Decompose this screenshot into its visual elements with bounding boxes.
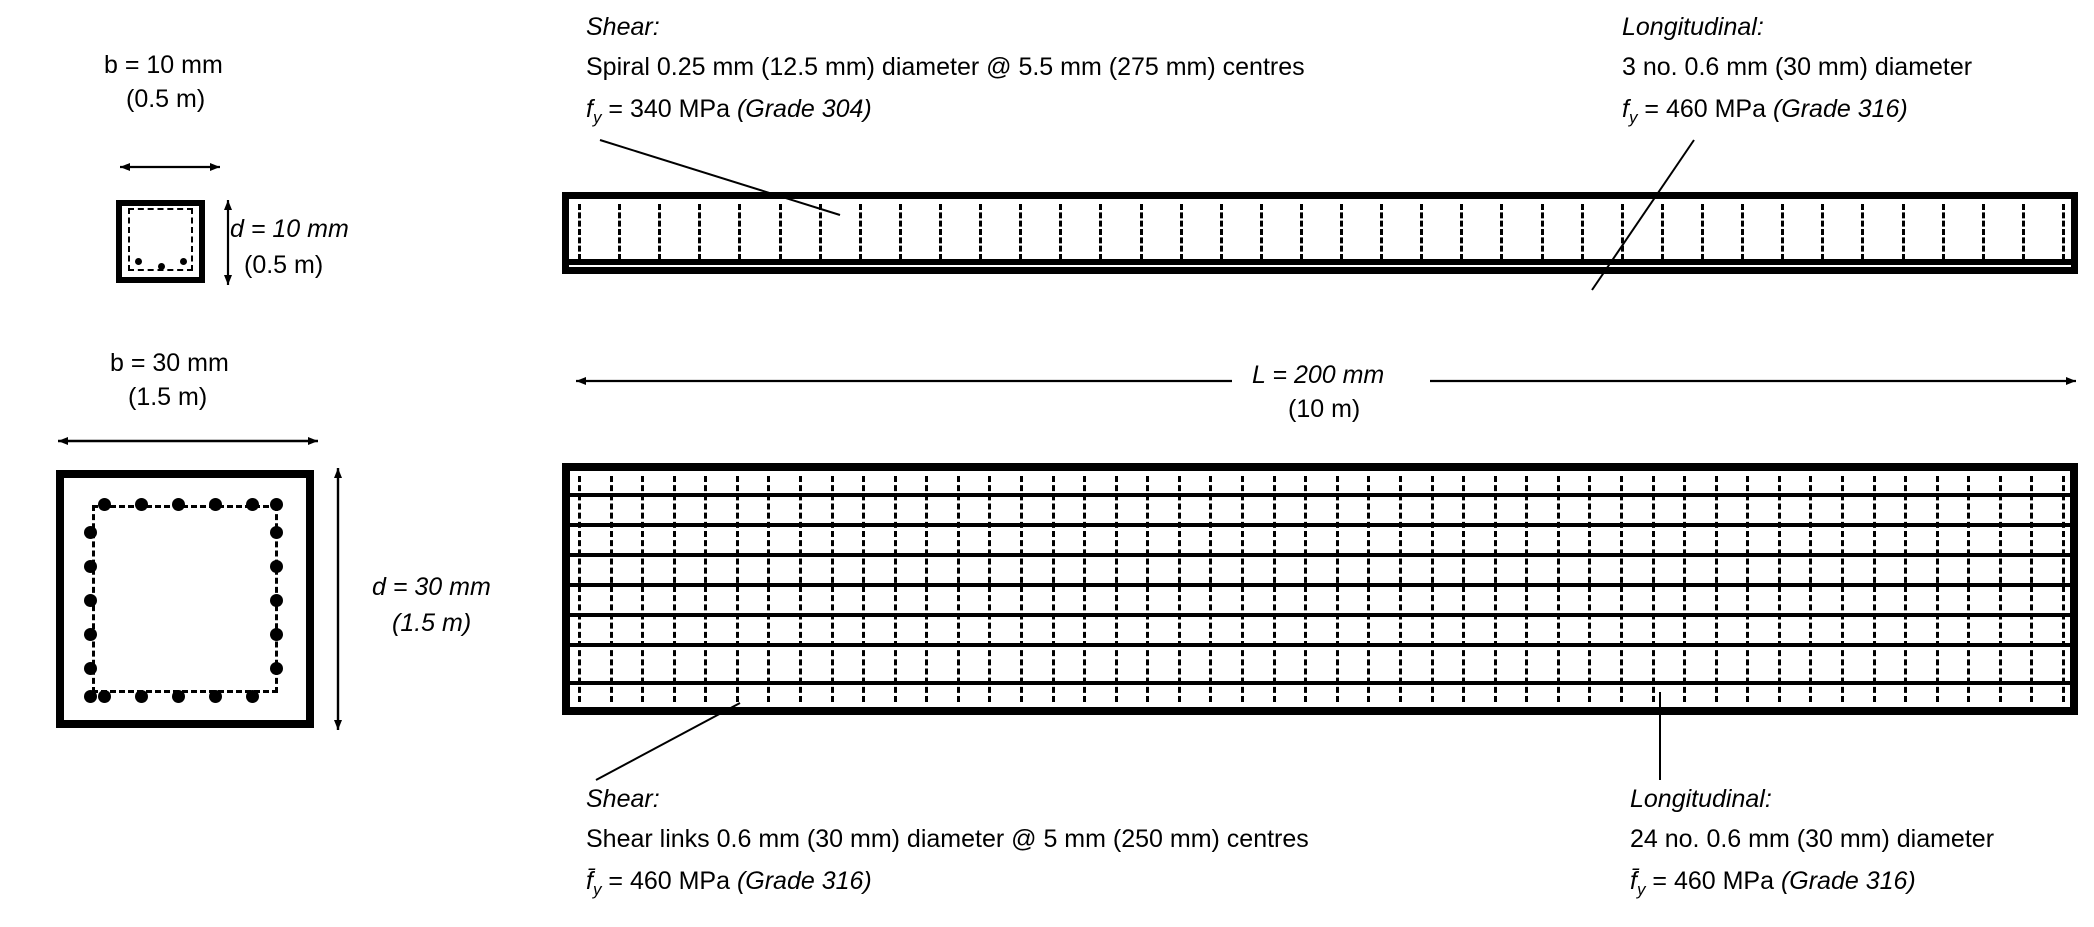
big-beam-shear-link [1809,476,1812,702]
small-cross-section-outline [116,200,205,283]
small-beam-shear-link [1099,204,1102,260]
big-beam-shear-fy-value: = 460 MPa [601,867,737,895]
big-section-rebar-dot [270,526,283,539]
small-beam-shear-spec: Spiral 0.25 mm (12.5 mm) diameter @ 5.5 mm (275 mm) centres [586,53,1305,81]
big-beam-longitudinal-bar [570,643,2070,647]
big-beam-shear-link [1683,476,1686,702]
big-section-rebar-dot [172,690,185,703]
big-beam-longitudinal-bar [570,583,2070,587]
big-beam-longitudinal-strength [1630,864,1916,907]
small-beam-shear-grade: (Grade 304) [736,95,872,123]
small-beam-shear-fy-subscript: y [592,108,602,127]
big-beam-shear-strength [586,864,872,907]
big-beam-shear-heading: Shear: [586,785,660,813]
small-beam-shear-link [1140,204,1143,260]
big-beam-shear-link [1273,476,1276,702]
small-section-depth-label-text: d = 10 mm [230,215,349,243]
big-beam-shear-link [610,476,613,702]
small-beam-shear-link [1942,204,1945,260]
big-section-width-label-line2: (1.5 m) [128,383,208,411]
small-beam-long-fy-symbol: f [1622,95,1629,123]
big-section-rebar-dot [270,628,283,641]
span-length-label-line1 [1252,358,1384,392]
big-beam-shear-link [1304,476,1307,702]
big-beam-shear-link [1020,476,1023,702]
small-beam-shear-fy-value: = 340 MPa [601,95,737,123]
big-beam-long-grade: (Grade 316) [1780,867,1916,895]
small-beam-shear-link [939,204,942,260]
big-beam-shear-link [1146,476,1149,702]
small-beam-shear-strength [586,92,872,135]
big-beam-shear-link [1652,476,1655,702]
big-beam-shear-link [1431,476,1434,702]
big-section-rebar-dot [84,560,97,573]
big-cross-section-outline [56,470,314,728]
big-section-rebar-dot [84,526,97,539]
small-beam-long-fy-subscript: y [1628,108,1638,127]
big-beam-shear-link [862,476,865,702]
small-beam-shear-link [979,204,982,260]
small-beam-shear-link [1019,204,1022,260]
big-beam-shear-link [1967,476,1970,702]
big-beam-shear-link [767,476,770,702]
big-beam-shear-link [641,476,644,702]
big-section-rebar-dot [98,498,111,511]
small-beam-shear-link [1621,204,1624,260]
big-beam-shear-link [1336,476,1339,702]
small-beam-shear-link [1340,204,1343,260]
small-beam-shear-link [1260,204,1263,260]
big-beam-shear-link [1873,476,1876,702]
small-beam-shear-link [1541,204,1544,260]
big-section-rebar-dot [270,560,283,573]
big-section-rebar-dot [84,628,97,641]
big-beam-shear-link [1241,476,1244,702]
small-beam-shear-heading: Shear: [586,13,660,41]
small-beam-longitudinal-heading: Longitudinal: [1622,13,1764,41]
big-beam-shear-fy-subscript: y [592,880,602,899]
big-section-rebar-dot [270,662,283,675]
big-beam-shear-link [1778,476,1781,702]
big-beam-shear-link [1715,476,1718,702]
big-beam-shear-link [988,476,991,702]
small-section-depth-label-line2: (0.5 m) [244,251,324,279]
big-beam-shear-link [1620,476,1623,702]
big-beam-shear-link [831,476,834,702]
small-beam-shear-link [1741,204,1744,260]
big-beam-long-fy-value: = 460 MPa [1645,867,1781,895]
small-beam-shear-link [1420,204,1423,260]
big-beam-long-fy-symbol: f̄ [1630,867,1637,895]
small-section-rebar-dot [180,258,187,265]
big-beam-shear-link [1367,476,1370,702]
big-section-depth-label-line2: (1.5 m) [392,609,472,637]
small-beam-shear-fy-symbol: f [586,95,593,123]
big-beam-shear-link [799,476,802,702]
small-beam-shear-link [859,204,862,260]
big-beam-shear-link [578,476,581,702]
small-beam-shear-link [1180,204,1183,260]
big-beam-shear-link [2062,476,2065,702]
big-beam-elevation [562,463,2078,715]
big-beam-shear-link [736,476,739,702]
small-beam-elevation [562,192,2078,274]
small-beam-longitudinal-strength [1622,92,1908,135]
big-beam-long-fy-subscript: y [1636,880,1646,899]
big-section-rebar-dot [172,498,185,511]
big-beam-longitudinal-bar [570,681,2070,685]
big-section-rebar-dot [84,594,97,607]
small-beam-shear-link [899,204,902,260]
big-beam-shear-spec: Shear links 0.6 mm (30 mm) diameter @ 5 mm (250 mm) centres [586,825,1309,853]
small-beam-shear-link [1581,204,1584,260]
big-beam-longitudinal-bar [570,553,2070,557]
small-beam-longitudinal-bar [569,259,2071,265]
small-beam-shear-link [1701,204,1704,260]
big-section-link-dashed [92,505,278,693]
big-beam-shear-link [1999,476,2002,702]
small-beam-shear-link [1661,204,1664,260]
big-beam-shear-link [1462,476,1465,702]
big-section-rebar-dot [246,498,259,511]
big-beam-shear-link [2030,476,2033,702]
big-beam-shear-link [1557,476,1560,702]
big-section-rebar-dot [135,690,148,703]
big-beam-shear-link [704,476,707,702]
big-beam-shear-link [1746,476,1749,702]
small-beam-shear-link [578,204,581,260]
small-section-rebar-dot [135,258,142,265]
big-beam-longitudinal-spec: 24 no. 0.6 mm (30 mm) diameter [1630,825,1995,853]
small-beam-shear-link [2022,204,2025,260]
small-beam-shear-link [738,204,741,260]
big-section-rebar-dot [84,662,97,675]
big-section-rebar-dot [270,498,283,511]
big-section-rebar-dot [84,690,97,703]
small-section-width-label-line2: (0.5 m) [126,85,206,113]
big-beam-shear-link [673,476,676,702]
big-section-rebar-dot [246,690,259,703]
small-beam-shear-link [658,204,661,260]
small-beam-shear-link [698,204,701,260]
big-section-rebar-dot [135,498,148,511]
big-beam-shear-link [1841,476,1844,702]
big-beam-shear-link [1399,476,1402,702]
big-beam-shear-link [1209,476,1212,702]
big-section-rebar-dot [98,690,111,703]
big-section-rebar-dot [209,498,222,511]
small-beam-shear-link [1781,204,1784,260]
small-beam-shear-link [2062,204,2065,260]
small-beam-long-fy-value: = 460 MPa [1637,95,1773,123]
big-beam-shear-link [1588,476,1591,702]
small-beam-shear-link [1500,204,1503,260]
big-beam-shear-link [957,476,960,702]
big-beam-shear-link [1494,476,1497,702]
big-section-rebar-dot [209,690,222,703]
small-beam-shear-link [1059,204,1062,260]
small-beam-shear-link [1902,204,1905,260]
big-beam-shear-grade: (Grade 316) [736,867,872,895]
big-beam-longitudinal-bar [570,523,2070,527]
big-beam-shear-link [1936,476,1939,702]
big-section-depth-label-line1: d = 30 mm [372,573,491,601]
big-beam-shear-link [1115,476,1118,702]
big-beam-shear-link [1525,476,1528,702]
big-section-rebar-dot [270,594,283,607]
small-section-depth-label-line1 [230,212,349,246]
small-beam-shear-link [779,204,782,260]
big-beam-shear-fy-symbol: f̄ [586,867,593,895]
big-beam-longitudinal-bar [570,493,2070,497]
big-beam-shear-link [1904,476,1907,702]
big-beam-shear-link [1178,476,1181,702]
big-beam-shear-link [1052,476,1055,702]
big-beam-longitudinal-bar [570,613,2070,617]
small-section-width-label-line1: b = 10 mm [104,51,223,79]
big-beam-shear-link [1083,476,1086,702]
small-section-rebar-dot [158,263,165,270]
small-beam-long-grade: (Grade 316) [1772,95,1908,123]
small-beam-shear-link [1300,204,1303,260]
small-beam-shear-link [819,204,822,260]
span-length-label-line2: (10 m) [1288,395,1361,423]
small-beam-shear-link [1460,204,1463,260]
small-beam-shear-link [1821,204,1824,260]
big-beam-longitudinal-heading: Longitudinal: [1630,785,1772,813]
small-beam-shear-link [618,204,621,260]
big-beam-shear-link [925,476,928,702]
small-beam-longitudinal-spec: 3 no. 0.6 mm (30 mm) diameter [1622,53,1973,81]
span-length-symbol: L = 200 mm [1252,361,1385,389]
small-beam-shear-link [1380,204,1383,260]
small-beam-shear-link [1861,204,1864,260]
small-beam-shear-link [1220,204,1223,260]
small-beam-shear-link [1982,204,1985,260]
big-section-width-label-line1: b = 30 mm [110,349,229,377]
big-beam-shear-link [894,476,897,702]
